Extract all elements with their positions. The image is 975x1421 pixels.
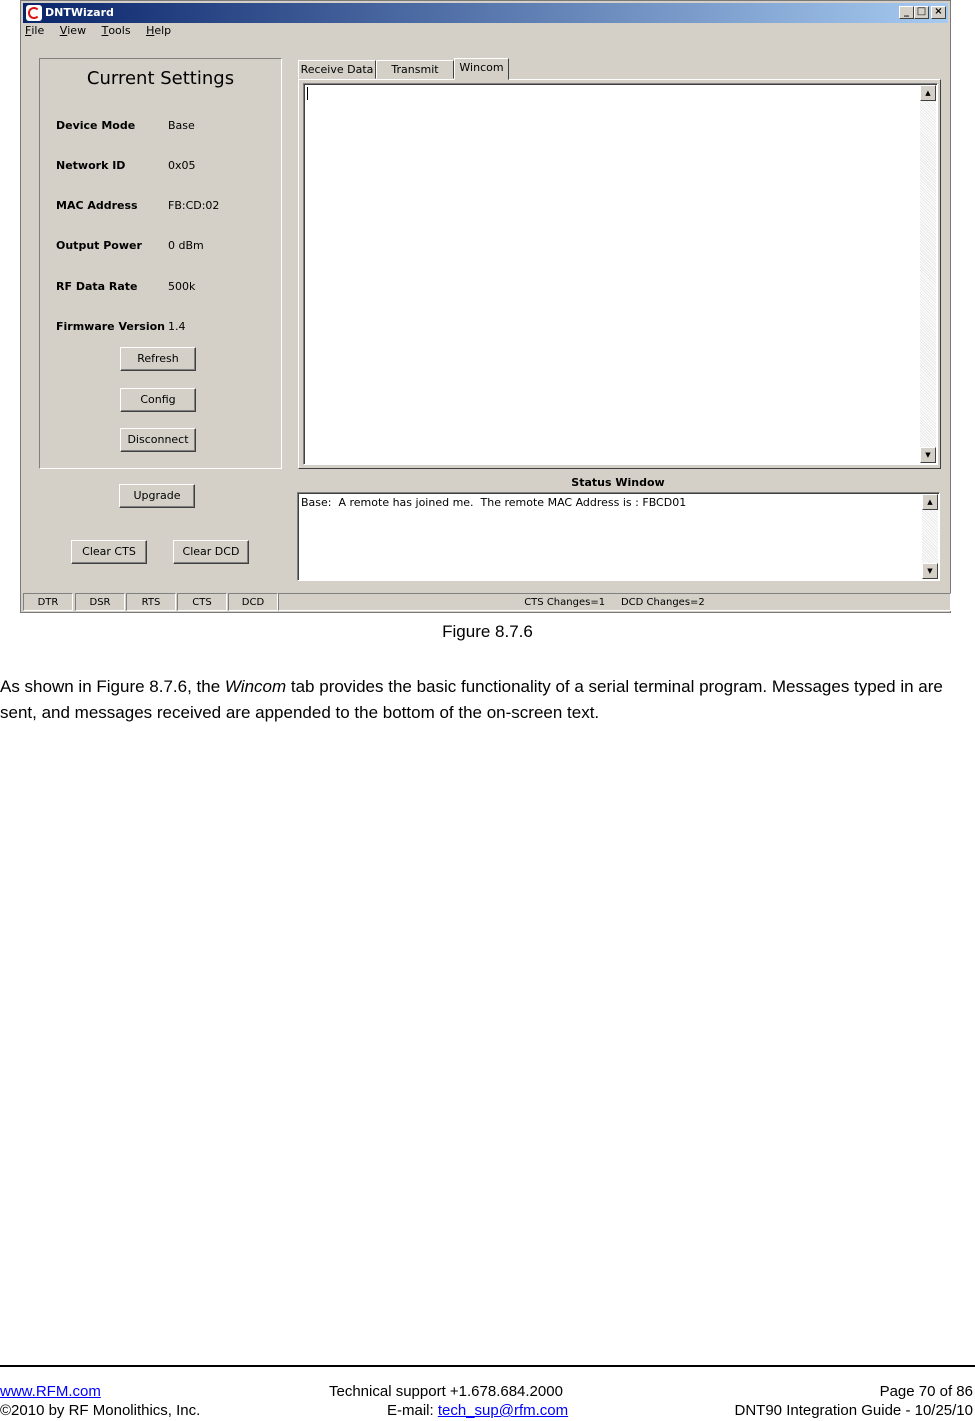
wincom-terminal-text[interactable] bbox=[303, 83, 938, 465]
title-bar bbox=[23, 3, 948, 23]
cts-changes: CTS Changes=1 bbox=[524, 597, 606, 608]
clear-dcd-button[interactable]: Clear DCD bbox=[173, 540, 249, 564]
figure-caption: Figure 8.7.6 bbox=[442, 622, 533, 641]
menu-view[interactable]: View bbox=[59, 24, 87, 37]
page-number: Page 70 of 86 bbox=[879, 1383, 973, 1400]
support-phone: Technical support +1.678.684.2000 bbox=[329, 1383, 563, 1400]
menu-file[interactable]: File bbox=[25, 24, 45, 37]
change-counters bbox=[278, 593, 951, 611]
status-window-text[interactable] bbox=[297, 492, 940, 581]
close-button[interactable]: × bbox=[931, 6, 946, 19]
app-window bbox=[20, 0, 951, 613]
maximize-button[interactable]: □ bbox=[914, 6, 929, 19]
scroll-down-icon[interactable]: ▼ bbox=[922, 563, 938, 579]
status-message: Base: A remote has joined me. The remote MAC Address is : FBCD01 bbox=[301, 496, 687, 509]
menu-bar bbox=[25, 24, 183, 42]
refresh-button[interactable]: Refresh bbox=[120, 347, 196, 371]
terminal-scrollbar[interactable] bbox=[920, 85, 936, 463]
clear-cts-button[interactable]: Clear CTS bbox=[71, 540, 147, 564]
indicator-dcd: DCD bbox=[228, 593, 278, 611]
tab-transmit-data[interactable]: Transmit bbox=[376, 60, 454, 79]
tab-wincom[interactable]: Wincom bbox=[454, 58, 509, 80]
menu-tools[interactable]: Tools bbox=[101, 24, 131, 37]
status-scrollbar[interactable] bbox=[922, 494, 938, 579]
minimize-button[interactable]: _ bbox=[899, 6, 914, 19]
status-window-title: Status Window bbox=[571, 476, 665, 489]
tab-receive-data[interactable]: Receive Data bbox=[298, 60, 376, 79]
email-link[interactable]: tech_sup@rfm.com bbox=[437, 1402, 569, 1419]
disconnect-button[interactable]: Disconnect bbox=[120, 428, 196, 452]
support-email: E-mail: tech_sup@rfm.com bbox=[387, 1402, 569, 1419]
indicator-dtr: DTR bbox=[23, 593, 73, 611]
indicator-dsr: DSR bbox=[75, 593, 125, 611]
wincom-panel bbox=[298, 79, 941, 469]
dcd-changes: DCD Changes=2 bbox=[620, 597, 705, 608]
footer-divider bbox=[0, 1365, 975, 1367]
config-button[interactable]: Config bbox=[120, 388, 196, 412]
app-logo-icon bbox=[26, 5, 42, 21]
current-settings-panel: Current Settings Device Mode Base Network ID 0x05 MAC Address FB:CD:02 Output Power 0 dBm RF Data Rate 500k Firmware Version 1.4 Refresh Config Disconnect bbox=[39, 58, 282, 469]
body-paragraph: As shown in Figure 8.7.6, the Wincom tab provides the basic functionality of a serial terminal program. Messages typed in are sent, and messages received are appended to the bottom of the on-screen text. bbox=[0, 677, 943, 722]
window-title: DNTWizard bbox=[45, 6, 114, 19]
status-bar bbox=[23, 593, 951, 612]
scroll-up-icon[interactable]: ▲ bbox=[920, 85, 936, 101]
upgrade-button[interactable]: Upgrade bbox=[119, 484, 195, 508]
indicator-cts: CTS bbox=[177, 593, 227, 611]
guide-title: DNT90 Integration Guide - 10/25/10 bbox=[734, 1402, 973, 1419]
copyright-text: ©2010 by RF Monolithics, Inc. bbox=[0, 1402, 201, 1419]
settings-title: Current Settings bbox=[86, 68, 235, 89]
wincom-emphasis: Wincom bbox=[224, 677, 287, 696]
scroll-up-icon[interactable]: ▲ bbox=[922, 494, 938, 510]
website-link[interactable]: www.RFM.com bbox=[0, 1383, 101, 1400]
indicator-rts: RTS bbox=[126, 593, 176, 611]
text-caret bbox=[307, 87, 308, 100]
scroll-down-icon[interactable]: ▼ bbox=[920, 447, 936, 463]
menu-help[interactable]: Help bbox=[146, 24, 172, 37]
